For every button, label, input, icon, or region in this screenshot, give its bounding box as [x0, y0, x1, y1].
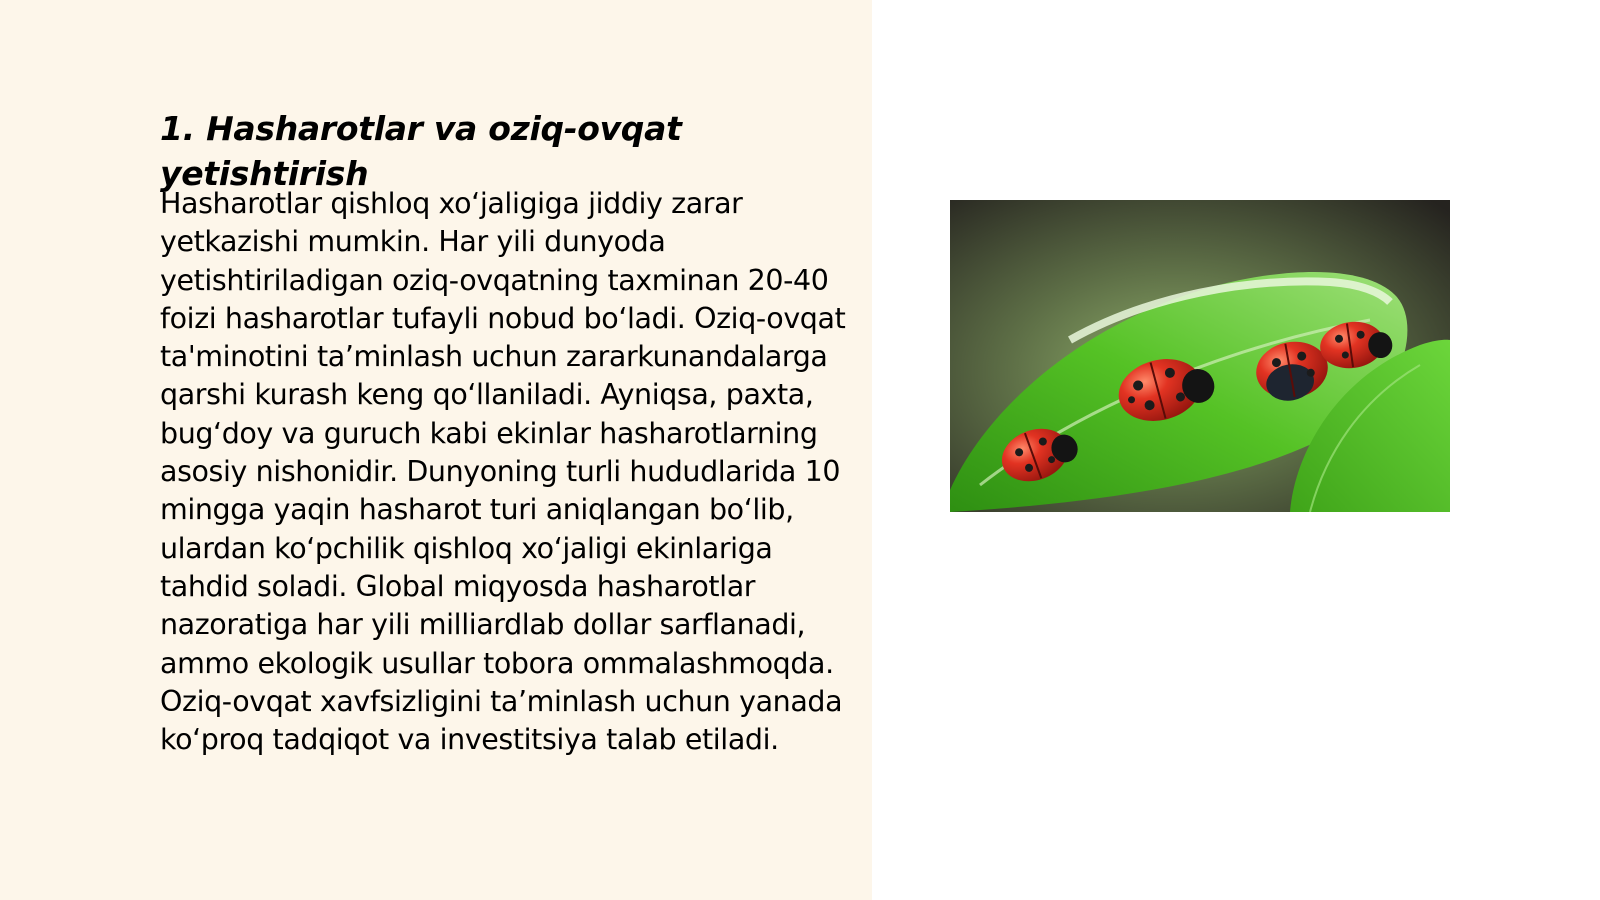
- ladybugs-on-leaf-photo: [950, 200, 1450, 512]
- slide-body-text: Hasharotlar qishloq xo‘jaligiga jiddiy zarar yetkazishi mumkin. Har yili dunyoda yetishtiriladigan oziq-ovqatning taxminan 20-40 foizi hasharotlar tufayli nobud bo‘ladi. Oziq-ovqat ta'minotini ta’minlash uchun zararkunandalarga qarshi kurash keng qo‘llaniladi. Ayniqsa, paxta, bug‘doy va guruch kabi ekinlar hasharotlarning asosiy nishonidir. Dunyoning turli hududlarida 10 mingga yaqin hasharot turi aniqlangan bo‘lib, ulardan ko‘pchilik qishloq xo‘jaligi ekinlariga tahdid soladi. Global miqyosda hasharotlar nazoratiga har yili milliardlab dollar sarflanadi, ammo ekologik usullar tobora ommalashmoqda. Oziq-ovqat xavfsizligini ta’minlash uchun yanada ko‘proq tadqiqot va investitsiya talab etiladi.: [160, 187, 846, 757]
- ladybugs-illustration: [950, 200, 1450, 512]
- slide-title: 1. Hasharotlar va oziq-ovqat yetishtirish: [160, 109, 682, 193]
